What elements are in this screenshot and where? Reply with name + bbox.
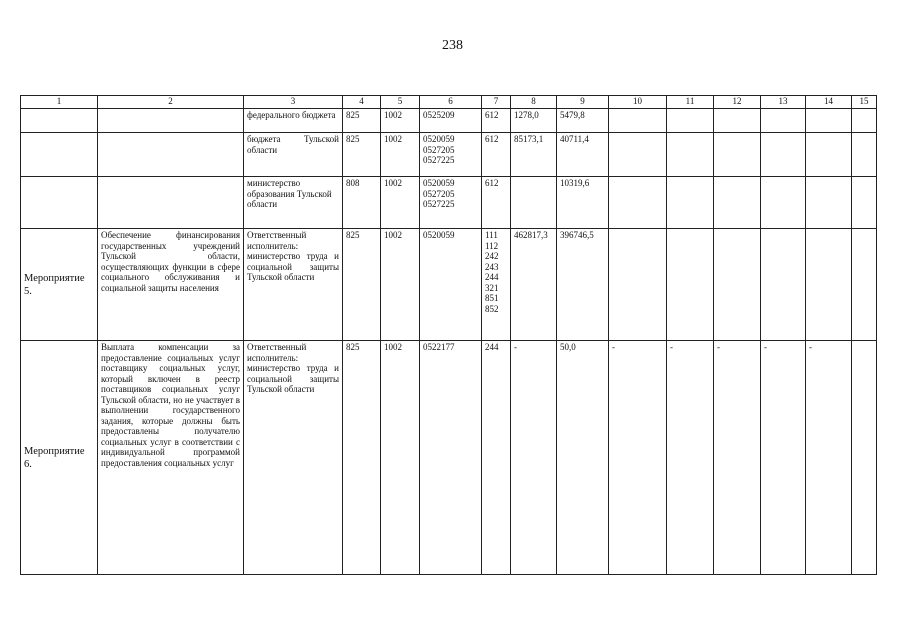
code-line: 0520059 xyxy=(423,134,455,144)
header-row xyxy=(21,96,877,109)
cell-amount: - xyxy=(667,341,714,575)
cell-amount xyxy=(852,229,877,341)
table-row xyxy=(21,109,877,133)
code-line: 0527205 xyxy=(423,144,455,155)
cell-amount xyxy=(609,229,667,341)
cell-expense-type xyxy=(482,229,511,341)
cell-activity: Мероприятие 6. xyxy=(21,341,98,575)
cell-amount: - xyxy=(511,341,557,575)
code-line: 852 xyxy=(485,303,499,314)
cell-grbs: 825 xyxy=(343,341,381,575)
cell-amount xyxy=(609,133,667,177)
col-header: 7 xyxy=(482,96,511,109)
cell-amount: - xyxy=(761,341,806,575)
cell-amount xyxy=(761,177,806,229)
cell-grbs: 825 xyxy=(343,229,381,341)
cell-activity xyxy=(21,177,98,229)
col-header: 14 xyxy=(806,96,852,109)
cell-amount: - xyxy=(806,341,852,575)
code-line: 321 xyxy=(485,282,499,293)
cell-amount: 50,0 xyxy=(557,341,609,575)
col-header: 11 xyxy=(667,96,714,109)
cell-amount xyxy=(714,133,761,177)
cell-amount: 40711,4 xyxy=(557,133,609,177)
code-line: 0527205 xyxy=(423,188,455,199)
cell-amount: 5479,8 xyxy=(557,109,609,133)
cell-target-article xyxy=(420,133,482,177)
cell-expense-type xyxy=(482,133,511,177)
cell-description: Обеспечение финансирования государственных учреждений Тульской области, осуществляющих функции в сфере социального обслуживания и социальной защиты населения xyxy=(98,229,244,341)
cell-amount xyxy=(667,177,714,229)
cell-grbs: 825 xyxy=(343,133,381,177)
code-line: 112 xyxy=(485,240,499,251)
cell-target-article xyxy=(420,229,482,341)
cell-amount: 1278,0 xyxy=(511,109,557,133)
cell-amount: - xyxy=(714,341,761,575)
col-header: 3 xyxy=(244,96,343,109)
cell-amount xyxy=(667,133,714,177)
cell-activity xyxy=(21,133,98,177)
page-number: 238 xyxy=(442,38,463,53)
code-line: 0527225 xyxy=(423,199,455,209)
cell-amount xyxy=(609,109,667,133)
cell-grbs: 825 xyxy=(343,109,381,133)
cell-expense-type xyxy=(482,109,511,133)
code-line: 0520059 xyxy=(423,230,455,240)
cell-executor: министерство образования Тульской области xyxy=(244,177,343,229)
cell-description xyxy=(98,177,244,229)
code-line: 244 xyxy=(485,342,499,352)
col-header: 6 xyxy=(420,96,482,109)
code-line: 242 xyxy=(485,251,499,261)
cell-expense-type xyxy=(482,341,511,575)
cell-amount xyxy=(761,229,806,341)
cell-target-article xyxy=(420,109,482,133)
col-header: 9 xyxy=(557,96,609,109)
col-header: 1 xyxy=(21,96,98,109)
cell-section: 1002 xyxy=(381,177,420,229)
col-header: 5 xyxy=(381,96,420,109)
program-table xyxy=(20,95,877,575)
cell-executor: федерального бюджета xyxy=(244,109,343,133)
col-header: 4 xyxy=(343,96,381,109)
col-header: 12 xyxy=(714,96,761,109)
cell-expense-type xyxy=(482,177,511,229)
cell-target-article xyxy=(420,341,482,575)
cell-amount xyxy=(806,133,852,177)
code-line: 243 xyxy=(485,261,499,272)
cell-amount xyxy=(714,109,761,133)
cell-amount xyxy=(806,177,852,229)
cell-amount xyxy=(806,229,852,341)
cell-amount xyxy=(852,341,877,575)
cell-amount xyxy=(714,177,761,229)
code-line: 612 xyxy=(485,134,499,144)
code-line: 612 xyxy=(485,178,499,188)
cell-activity xyxy=(21,109,98,133)
cell-section: 1002 xyxy=(381,229,420,341)
cell-amount xyxy=(714,229,761,341)
cell-activity: Мероприятие 5. xyxy=(21,229,98,341)
col-header: 2 xyxy=(98,96,244,109)
cell-target-article xyxy=(420,177,482,229)
cell-amount: 462817,3 xyxy=(511,229,557,341)
cell-amount xyxy=(852,133,877,177)
cell-amount xyxy=(667,229,714,341)
code-line: 0527225 xyxy=(423,155,455,165)
cell-amount xyxy=(609,177,667,229)
cell-description xyxy=(98,109,244,133)
cell-section: 1002 xyxy=(381,341,420,575)
table-row xyxy=(21,133,877,177)
cell-amount xyxy=(852,109,877,133)
cell-amount: - xyxy=(609,341,667,575)
code-line: 244 xyxy=(485,272,499,282)
code-line: 851 xyxy=(485,293,499,303)
code-line: 0522177 xyxy=(423,342,455,352)
code-line: 0520059 xyxy=(423,178,455,188)
cell-amount xyxy=(761,133,806,177)
code-line: 111 xyxy=(485,230,498,240)
col-header: 13 xyxy=(761,96,806,109)
cell-amount xyxy=(511,177,557,229)
cell-amount: 85173,1 xyxy=(511,133,557,177)
code-line: 612 xyxy=(485,110,499,120)
cell-amount xyxy=(667,109,714,133)
cell-amount: 10319,6 xyxy=(557,177,609,229)
cell-description xyxy=(98,133,244,177)
table-row xyxy=(21,229,877,341)
cell-executor: бюджета Тульской области xyxy=(244,133,343,177)
cell-amount xyxy=(761,109,806,133)
col-header: 10 xyxy=(609,96,667,109)
cell-description: Выплата компенсации за предоставление социальных услуг поставщику социальных услуг, который включен в реестр поставщиков социальных услуг Тульской области, но не участвует в выполнении государственного задания, которые должны быть предоставлены получателю социальных услуг в соответствии с индивидуальной программой предоставления социальных услуг xyxy=(98,341,244,575)
col-header: 15 xyxy=(852,96,877,109)
cell-executor: Ответственный исполнитель: министерство труда и социальной защиты Тульской области xyxy=(244,341,343,575)
cell-section: 1002 xyxy=(381,109,420,133)
table-row xyxy=(21,177,877,229)
table-row xyxy=(21,341,877,575)
cell-amount xyxy=(852,177,877,229)
col-header: 8 xyxy=(511,96,557,109)
cell-executor: Ответственный исполнитель: министерство труда и социальной защиты Тульской области xyxy=(244,229,343,341)
cell-amount xyxy=(806,109,852,133)
code-line: 0525209 xyxy=(423,110,455,120)
cell-amount: 396746,5 xyxy=(557,229,609,341)
cell-section: 1002 xyxy=(381,133,420,177)
cell-grbs: 808 xyxy=(343,177,381,229)
